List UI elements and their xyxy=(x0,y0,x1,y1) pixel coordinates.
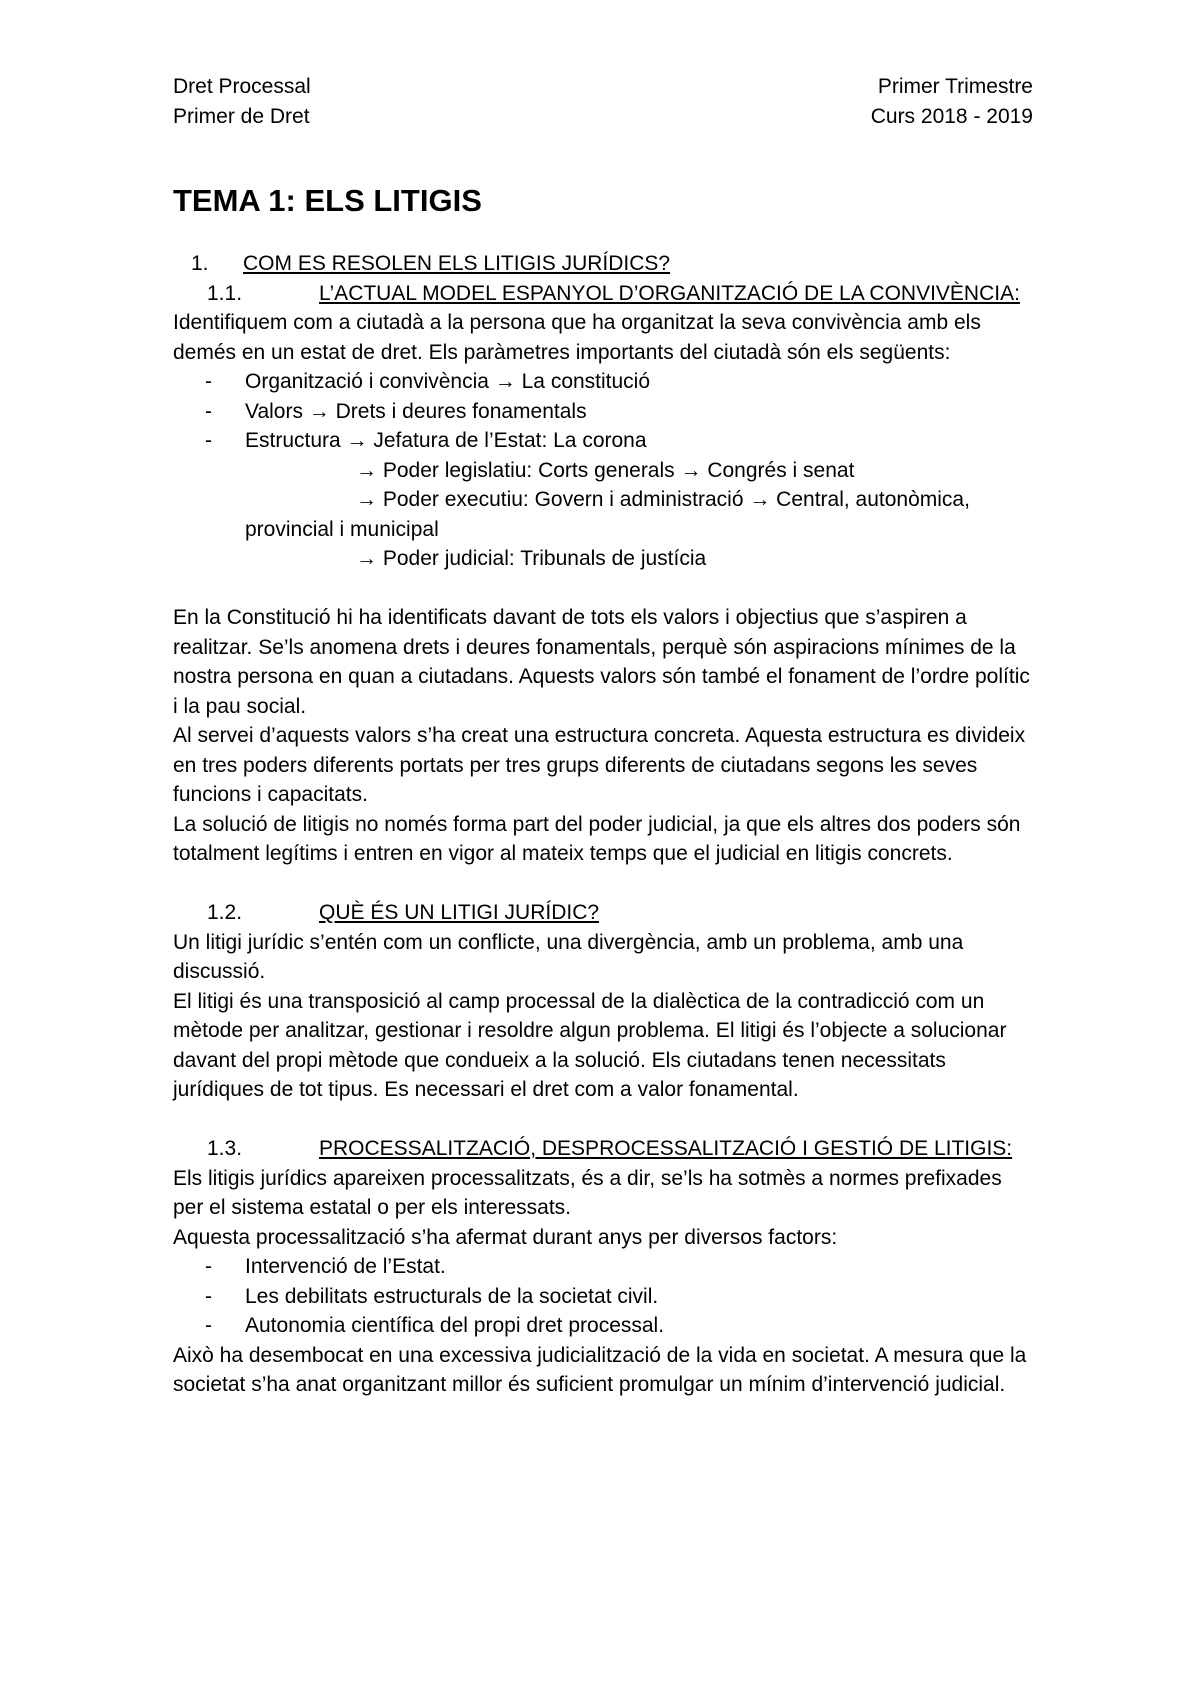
list-item-text: Les debilitats estructurals de la societat civil. xyxy=(245,1284,659,1308)
course-name: Dret Processal xyxy=(173,75,311,98)
page-header xyxy=(173,72,1033,131)
section-number: 1.2. xyxy=(207,901,243,924)
paragraph: La solució de litigis no només forma part del poder judicial, ja que els altres dos poders són totalment legítims i entren en vigor al mateix temps que el judicial en litigis concrets. xyxy=(173,812,1021,865)
document-title: TEMA 1: ELS LITIGIS xyxy=(173,183,482,218)
bullet-marker: - xyxy=(205,429,212,452)
sub-item-judicial: → Poder judicial: Tribunals de justícia xyxy=(356,547,707,570)
section-number: 1.3. xyxy=(207,1137,243,1160)
paragraph: El litigi és una transposició al camp processal de la dialèctica de la contradicció com un mètode per analitzar, gestionar i resoldre algun problema. El litigi és l’objecte a solucionar davant del propi mètode que condueix a la solució. Els ciutadans tenen necessitats jurídiques de tot tipus. Es necessari el dret com a valor fonamental. xyxy=(173,989,1007,1101)
term: Primer Trimestre xyxy=(877,75,1033,98)
list-item-text: Autonomia científica del propi dret processal. xyxy=(245,1314,665,1337)
list-item-text: Intervenció de l’Estat. xyxy=(245,1255,446,1278)
paragraph: Això ha desembocat en una excessiva judicialització de la vida en societat. A mesura que la societat s’ha anat organitzant millor és suficient promulgar un mínim d’intervenció judicial. xyxy=(173,1343,1027,1396)
section-number: 1. xyxy=(191,252,209,275)
academic-year: Curs 2018 - 2019 xyxy=(870,104,1033,128)
paragraph: Aquesta processalització s’ha afermat durant anys per diversos factors: xyxy=(173,1225,838,1249)
section-number: 1.1. xyxy=(207,281,243,305)
list-item xyxy=(173,1282,1033,1312)
bullet-marker: - xyxy=(205,399,212,423)
paragraph: Els litigis jurídics apareixen processalitzats, és a dir, se’ls ha sotmès a normes prefixades per el sistema estatal o per els interessats. xyxy=(173,1166,1002,1219)
bullet-marker: - xyxy=(205,1255,212,1278)
section-title: COM ES RESOLEN ELS LITIGIS JURÍDICS? xyxy=(243,252,671,275)
header-right xyxy=(871,72,1033,131)
paragraph: Un litigi jurídic s’entén com un conflicte, una divergència, amb un problema, amb una discussió. xyxy=(173,930,964,983)
bullet-marker: - xyxy=(205,370,212,393)
list-item xyxy=(173,1252,1033,1282)
spacer xyxy=(173,869,1033,899)
bullet-marker: - xyxy=(205,1314,212,1337)
bullet-marker: - xyxy=(205,1284,212,1308)
list-item xyxy=(173,397,1033,427)
list-item xyxy=(173,426,1033,456)
sub-item-executive: → Poder executiu: Govern i administració → Central, autonòmica, xyxy=(356,488,970,511)
paragraph: Identifiquem com a ciutadà a la persona que ha organitzat la seva convivència amb els demés en un estat de dret. Els paràmetres importants del ciutadà són els següents: xyxy=(173,311,981,364)
sub-item-executive-wrap: provincial i municipal xyxy=(245,517,439,541)
section-heading-1-2 xyxy=(173,898,1033,928)
spacer xyxy=(173,574,1033,604)
list-item-text: Organització i convivència → La constitució xyxy=(245,370,651,393)
section-title: QUÈ ÉS UN LITIGI JURÍDIC? xyxy=(319,901,600,924)
section-heading-1 xyxy=(173,249,1033,279)
sub-item-legislative: → Poder legislatiu: Corts generals → Congrés i senat xyxy=(356,458,855,482)
paragraph: Al servei d’aquests valors s’ha creat una estructura concreta. Aquesta estructura es divideix en tres poders diferents portats per tres grups diferents de ciutadans segons les seves funcions i capacitats. xyxy=(173,724,1026,806)
list-item xyxy=(173,367,1033,397)
section-title: PROCESSALITZACIÓ, DESPROCESSALITZACIÓ I GESTIÓ DE LITIGIS: xyxy=(319,1137,1013,1160)
section-heading-1-3 xyxy=(173,1134,1033,1164)
course-year: Primer de Dret xyxy=(173,104,310,128)
section-title: L’ACTUAL MODEL ESPANYOL D’ORGANITZACIÓ DE LA CONVIVÈNCIA: xyxy=(319,281,1020,305)
list-item xyxy=(173,1311,1033,1341)
document-page xyxy=(173,72,1033,1400)
spacer xyxy=(173,1105,1033,1135)
header-left xyxy=(173,72,311,131)
paragraph: En la Constitució hi ha identificats davant de tots els valors i objectius que s’aspiren a realitzar. Se’ls anomena drets i deures fonamentals, perquè són aspiracions mínimes de la nostra persona en quan a ciutadans. Aquests valors són també el fonament de l’ordre polític i la pau social. xyxy=(173,606,1030,718)
list-item-text: Estructura → Jefatura de l’Estat: La corona xyxy=(245,429,647,452)
list-item-text: Valors → Drets i deures fonamentals xyxy=(245,399,587,423)
section-heading-1-1 xyxy=(173,279,1033,309)
